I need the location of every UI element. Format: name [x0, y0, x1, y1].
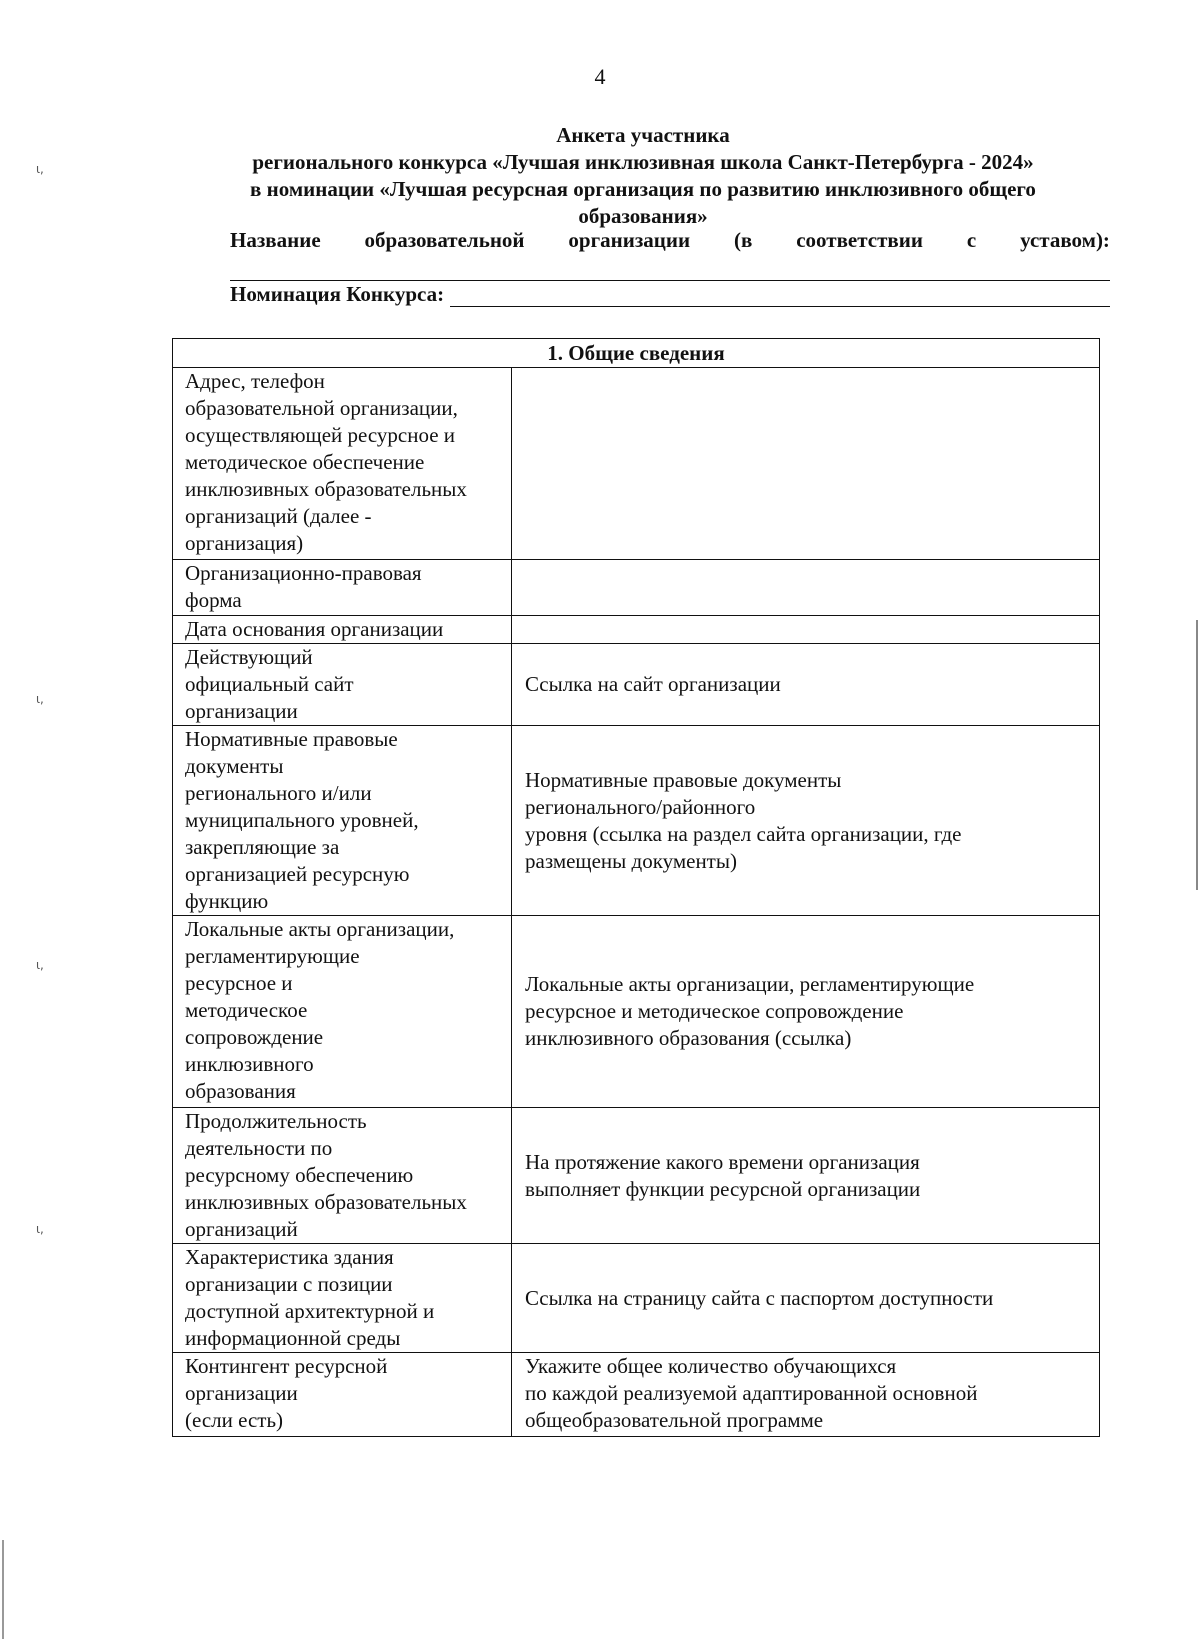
row-label-line: муниципального уровней,	[185, 808, 419, 832]
nomination-field	[230, 282, 1110, 307]
row-label-line: Характеристика здания	[185, 1245, 394, 1269]
row-value-line: общеобразовательной программе	[525, 1408, 824, 1432]
section-title: 1. Общие сведения	[173, 339, 1100, 368]
row-label-line: Дата основания организации	[185, 617, 444, 641]
row-label-line: Контингент ресурсной	[185, 1354, 388, 1378]
table-row	[173, 368, 1100, 560]
row-label-line: (если есть)	[185, 1408, 284, 1432]
row-label-line: инклюзивных образовательных	[185, 1190, 467, 1214]
row-label-line: организации	[185, 1381, 298, 1405]
row-value[interactable]	[512, 616, 1100, 644]
row-label-line: информационной среды	[185, 1326, 401, 1350]
table-row	[173, 644, 1100, 726]
row-label-line: методическое обеспечение	[185, 450, 425, 474]
row-label-line: Действующий	[185, 645, 313, 669]
row-label-line: организации с позиции	[185, 1272, 393, 1296]
row-label-line: Организационно-правовая	[185, 561, 422, 585]
table-row	[173, 1353, 1100, 1437]
org-name-word: уставом):	[1020, 228, 1110, 252]
row-value[interactable]	[512, 368, 1100, 560]
scan-mark: ι,	[36, 162, 44, 176]
row-label-line: осуществляющей ресурсное и	[185, 423, 456, 447]
row-value[interactable]	[512, 1244, 1100, 1353]
row-label	[173, 644, 512, 726]
row-value[interactable]	[512, 644, 1100, 726]
row-value-line: На протяжение какого времени организация	[525, 1149, 920, 1174]
row-label	[173, 1353, 512, 1437]
table-row	[173, 1108, 1100, 1244]
row-value-line: Укажите общее количество обучающихся	[525, 1354, 897, 1378]
nomination-fill-line[interactable]	[450, 282, 1110, 307]
row-label-line: организация)	[185, 531, 304, 555]
row-label-line: деятельности по	[185, 1136, 333, 1160]
row-label-line: образовательной организации,	[185, 396, 458, 420]
table-row	[173, 726, 1100, 916]
scan-edge-line	[1196, 620, 1198, 890]
row-label-line: Продолжительность	[185, 1109, 367, 1133]
row-value-line: регионального/районного	[525, 794, 756, 819]
row-label-line: регламентирующие	[185, 944, 360, 968]
row-label	[173, 1108, 512, 1244]
row-label	[173, 368, 512, 560]
org-name-word: с	[966, 228, 977, 252]
general-info-table	[172, 338, 1100, 1437]
row-label	[173, 1244, 512, 1353]
org-name-word: Название	[230, 228, 321, 252]
row-value-line: Ссылка на страницу сайта с паспортом доступности	[525, 1285, 994, 1310]
row-label	[173, 560, 512, 616]
form-heading	[170, 122, 1116, 230]
scan-edge-line	[2, 1540, 4, 1639]
row-label-line: организаций	[185, 1217, 298, 1241]
row-value-line: Нормативные правовые документы	[525, 767, 842, 792]
row-label-line: форма	[185, 588, 242, 612]
row-value-line: ресурсное и методическое сопровождение	[525, 999, 904, 1023]
row-label-line: методическое	[185, 998, 308, 1022]
heading-line-2: регионального конкурса «Лучшая инклюзивная школа Санкт-Петербурга - 2024»	[252, 150, 1034, 174]
row-value-line: инклюзивного образования (ссылка)	[525, 1026, 852, 1050]
row-label-line: Нормативные правовые	[185, 727, 398, 751]
row-value[interactable]	[512, 1353, 1100, 1437]
row-label	[173, 916, 512, 1108]
org-name-word: соответствии	[796, 228, 923, 252]
org-name-word: образовательной	[364, 228, 525, 252]
row-label-line: организаций (далее -	[185, 504, 372, 528]
row-label-line: официальный сайт	[185, 672, 354, 696]
row-value-line: по каждой реализуемой адаптированной основной	[525, 1381, 978, 1405]
row-label-line: инклюзивных образовательных	[185, 477, 467, 501]
row-value-line: выполняет функции ресурсной организации	[525, 1176, 921, 1201]
row-label-line: документы	[185, 754, 284, 778]
row-label-line: закрепляющие за	[185, 835, 340, 859]
org-name-word: организации	[568, 228, 691, 252]
heading-line-3: в номинации «Лучшая ресурсная организация по развитию инклюзивного общего	[250, 177, 1036, 201]
row-label	[173, 616, 512, 644]
row-value[interactable]	[512, 560, 1100, 616]
org-name-word: (в	[733, 228, 753, 252]
row-value-line: размещены документы)	[525, 848, 737, 873]
page-number: 4	[594, 64, 606, 89]
row-label-line: организацией ресурсную	[185, 862, 410, 886]
heading-line-1: Анкета участника	[556, 123, 730, 147]
table-row	[173, 616, 1100, 644]
table-row	[173, 916, 1100, 1108]
row-value[interactable]	[512, 726, 1100, 916]
row-value-line: уровня (ссылка на раздел сайта организации, где	[525, 821, 962, 846]
row-label-line: организации	[185, 699, 298, 723]
row-label-line: ресурсное и	[185, 971, 293, 995]
row-value-line: Локальные акты организации, регламентирующие	[525, 972, 975, 996]
row-label-line: Локальные акты организации,	[185, 917, 455, 941]
row-label-line: регионального и/или	[185, 781, 372, 805]
row-value[interactable]	[512, 1108, 1100, 1244]
scan-mark: ι,	[36, 1222, 44, 1236]
row-label-line: ресурсному обеспечению	[185, 1163, 414, 1187]
row-label-line: инклюзивного	[185, 1052, 314, 1076]
row-label-line: сопровождение	[185, 1025, 324, 1049]
org-name-field-label	[230, 228, 1110, 253]
row-label-line: функцию	[185, 889, 269, 913]
org-name-fill-line[interactable]	[230, 280, 1110, 281]
table-row	[173, 560, 1100, 616]
scan-mark: ι,	[36, 958, 44, 972]
row-value[interactable]	[512, 916, 1100, 1108]
row-label-line: доступной архитектурной и	[185, 1299, 435, 1323]
nomination-label: Номинация Конкурса:	[230, 282, 445, 306]
heading-line-4: образования»	[578, 204, 708, 228]
scan-mark: ι,	[36, 692, 44, 706]
row-label	[173, 726, 512, 916]
row-label-line: образования	[185, 1079, 296, 1103]
table-header-row	[173, 339, 1100, 368]
row-value-line: Ссылка на сайт организации	[525, 672, 781, 696]
table-row	[173, 1244, 1100, 1353]
row-label-line: Адрес, телефон	[185, 369, 325, 393]
